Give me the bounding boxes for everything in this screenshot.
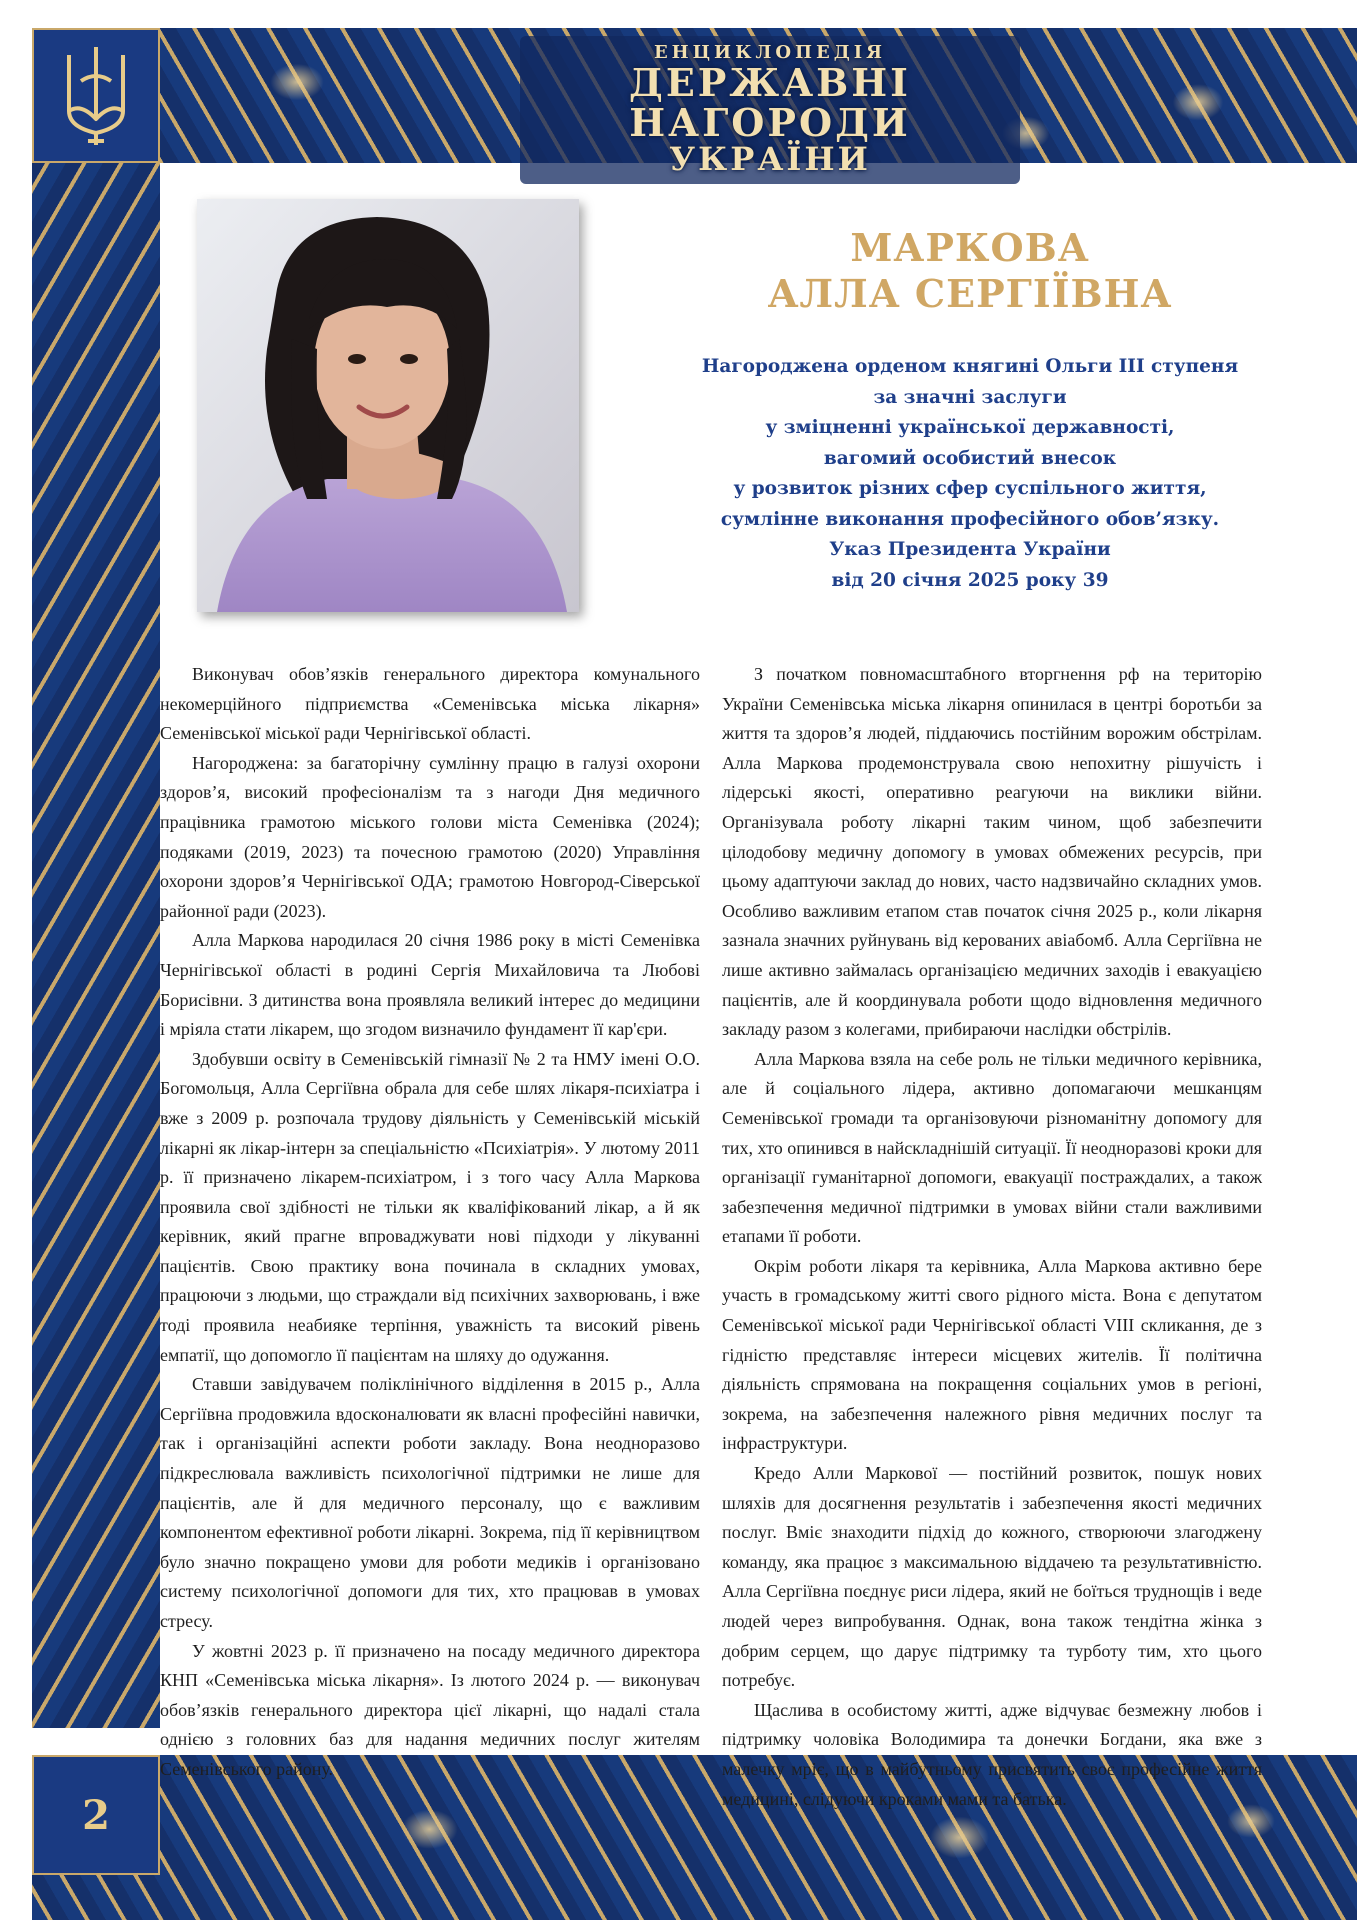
award-description — [600, 352, 1340, 596]
paragraph: Ставши завідувачем поліклінічного відділення в 2015 р., Алла Сергіївна продовжила вдосконалювати як власні професійні навички, так і організаційні аспекти роботи закладу. Вона неодноразово підкреслювала важливість психологічної підтримки не лише для пацієнтів, але й для медичного персоналу, що є важливим компонентом ефективної роботи лікарні. Зокрема, під її керівництвом було значно покращено умови для роботи медиків і організовано систему психологічної допомоги для тих, хто працював в умовах стресу. — [160, 1374, 700, 1631]
award-line: сумлінне виконання професійного обов’язку. — [720, 508, 1220, 530]
ornamental-border-left — [32, 28, 160, 1728]
paragraph: Щаслива в особистому житті, адже відчуває безмежну любов і підтримку чоловіка Володимира та донечки Богдани, яка вже з малечку мріє, що в майбутньому присвятить своє професійне життя медицині, слідуючи кроками мами та батька. — [722, 1699, 1262, 1809]
encyclopedia-title — [520, 36, 1020, 184]
portrait-illustration — [197, 199, 579, 612]
emblem-box — [32, 28, 160, 163]
trident-icon — [61, 41, 131, 151]
paragraph: З початком повномасштабного вторгнення рф на територію України Семенівська міська лікарня опинилася в центрі боротьби за життя та здоров’я людей, піддаючись постійним ворожим обстрілам. Алла Маркова продемонструвала свою непохитну рішучість і лідерські якості, оперативно реагуючи на виклики війни. Організувала роботу лікарні таким чином, щоб забезпечити цілодобову медичну допомогу в умовах обмежених ресурсів, при цьому адаптуючи заклад до нових, часто надзвичайно складних умов. Особливо важливим етапом став початок січня 2025 р., коли лікарня зазнала значних руйнувань від керованих авіабомб. Алла Сергіївна не лише активно займалась організацією медичних заходів і евакуацією пацієнтів, але й координувала роботи щодо відновлення медичного закладу разом з колегами, прибираючи наслідки обстрілів. — [722, 664, 1262, 1040]
person-name — [620, 225, 1320, 317]
person-given-names: АЛЛА СЕРГІЇВНА — [767, 271, 1173, 316]
award-line: за значні заслуги — [873, 386, 1067, 408]
paragraph: Окрім роботи лікаря та керівника, Алла Маркова активно бере участь в громадському житті свого рідного міста. Вона є депутатом Семенівської міської ради Чернігівської області VIII скликання, де з гідністю представляє інтереси місцевих жителів. Її політична діяльність спрямована на покращення соціальних умов в регіоні, зокрема, на забезпечення належного рівня медичних послуг та інфраструктури. — [722, 1255, 1262, 1454]
award-line: від 20 січня 2025 року 39 — [831, 569, 1109, 591]
encyclopedia-title-line: ДЕРЖАВНІ НАГОРОДИ — [629, 60, 911, 145]
page-number-box — [32, 1755, 160, 1875]
paragraph: Виконувач обов’язків генерального директора комунального некомерційного підприємства «Семенівська міська лікарня» Семенівської міської ради Чернігівської області. — [160, 664, 700, 744]
encyclopedia-label: ЕНЦИКЛОПЕДІЯ — [653, 42, 887, 63]
paragraph: У жовтні 2023 р. її призначено на посаду медичного директора КНП «Семенівська міська лікарня». Із лютого 2024 р. — виконувач обов’язків генерального директора цієї лікарні, що надалі стала однією з головних баз для надання медичних послуг жителям Семенівського району. — [160, 1640, 700, 1779]
paragraph: Нагороджена: за багаторічну сумлінну працю в галузі охорони здоров’я, високий професіоналізм та з нагоди Дня медичного працівника грамотою міського голови міста Семенівка (2024); подяками (2019, 2023) та почесною грамотою (2020) Управління охорони здоров’я Чернігівської ОДА; грамотою Новгород-Сіверської районної ради (2023). — [160, 752, 700, 921]
paragraph: Здобувши освіту в Семенівській гімназії № 2 та НМУ імені О.О. Богомольця, Алла Сергіївна обрала для себе шлях лікаря-психіатра і вже з 2009 р. розпочала трудову діяльність у Семенівській міській лікарні як лікар-інтерн за спеціальністю «Психіатрія». У лютому 2011 р. її призначено лікарем-психіатром, і з того часу Алла Маркова проявила свої здібності не тільки як кваліфікований лікар, а й як керівник, який прагне впроваджувати нові підходи у лікуванні пацієнтів. Свою практику вона починала в складних умовах, працюючи з людьми, що страждали від психічних захворювань, і вже тоді проявила неабияке терпіння, уважність та високий рівень емпатії, що допомогло її пацієнтам на шляху до одужання. — [160, 1048, 700, 1365]
award-line: у розвиток різних сфер суспільного життя, — [733, 478, 1207, 499]
award-line: Указ Президента України — [829, 539, 1111, 560]
portrait-photo — [197, 199, 579, 612]
award-line: у зміцненні української державності, — [765, 417, 1175, 438]
person-surname: МАРКОВА — [850, 225, 1090, 270]
award-line: Нагороджена орденом княгині Ольги ІІІ ступеня — [701, 356, 1239, 377]
paragraph: Алла Маркова народилася 20 січня 1986 року в місті Семенівка Чернігівської області в родині Сергія Михайловича та Любові Борисівни. З дитинства вона проявляла великий інтерес до медицини і мріяла стати лікарем, що згодом визначило фундамент її кар'єри. — [160, 930, 700, 1040]
biography-column-left — [160, 660, 700, 1785]
biography-column-right — [722, 660, 1262, 1814]
paragraph: Кредо Алли Маркової — постійний розвиток, пошук нових шляхів для досягнення результатів і забезпечення якості медичних послуг. Вміє знаходити підхід до кожного, створюючи злагоджену команду, яка працює з максимальною віддачею та результативністю. Алла Сергіївна поєднує риси лідера, який не боїться труднощів і веде людей через випробування. Однак, вона також тендітна жінка з добрим серцем, що дарує підтримку та турботу тим, хто цього потребує. — [722, 1463, 1262, 1691]
page-number: 2 — [82, 1791, 110, 1839]
paragraph: Алла Маркова взяла на себе роль не тільки медичного керівника, але й соціального лідера, активно допомагаючи мешканцям Семенівської громади та організовуючи різноманітну допомогу для тих, хто опинився в найскладнішій ситуації. Її неодноразові кроки для організації гуманітарної допомоги, евакуації постраждалих, а також забезпечення медичної підтримки в умовах війни стали важливими етапами її роботи. — [722, 1048, 1262, 1247]
award-line: вагомий особистий внесок — [823, 447, 1117, 469]
encyclopedia-title-line: УКРАЇНИ — [669, 139, 871, 178]
